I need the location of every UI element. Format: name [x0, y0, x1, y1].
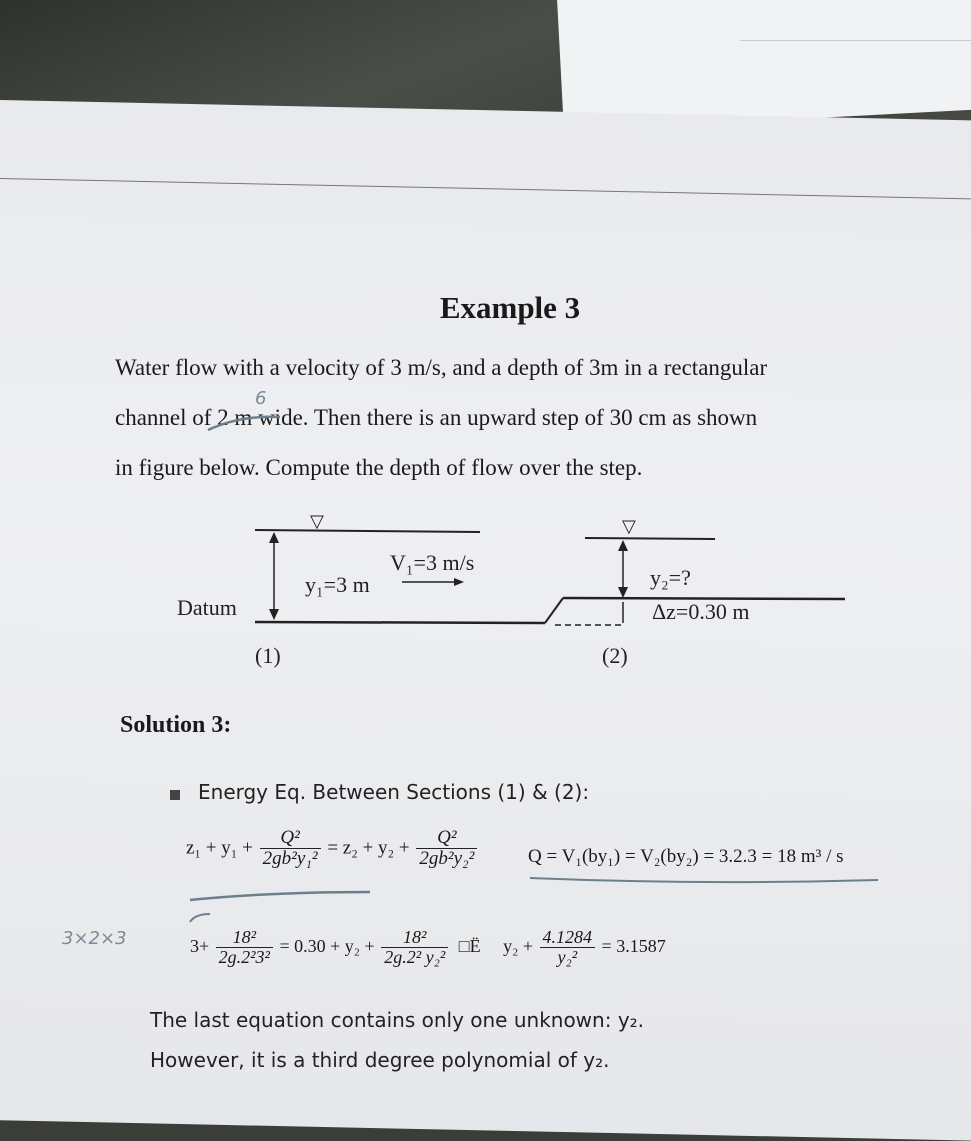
- note-line-1: The last equation contains only one unknown: y₂.: [150, 1008, 645, 1032]
- water-surface-symbol-1: ▽: [310, 511, 324, 532]
- discharge-equation: Q = V₁(by₁) = V₂(by₂) = 3.2.3 = 18 m³ / s: [528, 846, 844, 867]
- depth-label-1: y₁=3 m: [305, 572, 370, 597]
- depth-arrow-1-tail: [269, 609, 279, 620]
- channel-step-diagram: [170, 505, 860, 680]
- eq2-denominator-3: y₂²: [557, 946, 578, 967]
- velocity-label-1: V₁=3 m/s: [390, 550, 475, 575]
- depth-arrow-2-head: [618, 540, 628, 551]
- eq2-right-left: y₂ +: [503, 935, 534, 956]
- section-1-label: (1): [255, 643, 281, 668]
- eq1-denominator-1: 2gb²y₁²: [262, 847, 318, 869]
- step-height-label: Δz=0.30 m: [652, 599, 750, 624]
- note-line-2: However, it is a third degree polynomial of y₂.: [150, 1048, 610, 1072]
- problem-line-1: Water flow with a velocity of 3 m/s, and a depth of 3m in a rectangular: [115, 355, 768, 380]
- water-surface-symbol-2: ▽: [622, 516, 636, 537]
- eq2-numerator-3: 4.1284: [540, 928, 596, 948]
- water-surface-2: [585, 538, 715, 539]
- eq2-left: 3+: [190, 935, 210, 956]
- velocity-arrow-head: [454, 578, 464, 586]
- handwritten-underline: [200, 385, 290, 440]
- datum-label: Datum: [177, 595, 237, 620]
- depth-arrow-2-tail: [618, 587, 628, 598]
- solution-title: Solution 3:: [120, 712, 232, 738]
- channel-bed-1: [255, 622, 545, 623]
- eq2-mid: = 0.30 + y₂ +: [279, 935, 375, 956]
- handwritten-mark-6: 6: [255, 388, 267, 409]
- example-title: Example 3: [439, 290, 581, 325]
- section-2-label: (2): [602, 643, 628, 668]
- water-surface-1: [255, 530, 480, 532]
- eq2-numerator-2: 18²: [381, 928, 448, 948]
- eq2-denominator-1: 2g.2²3²: [218, 946, 270, 967]
- eq2-fraction-3: [540, 928, 596, 968]
- eq2-arrow-glyph: □Ë: [458, 935, 481, 956]
- substituted-equation: [190, 928, 666, 968]
- eq1-numerator-1: Q²: [260, 828, 321, 849]
- problem-line-2: channel of 2 m wide. Then there is an upward step of 30 cm as shown: [115, 405, 758, 430]
- step-riser: [545, 598, 563, 623]
- eq1-fraction-1: [260, 828, 321, 870]
- eq1-left: z₁ + y₁ +: [186, 837, 253, 859]
- handwritten-underlines: [180, 870, 900, 930]
- eq1-denominator-2: 2gb²y₂²: [419, 847, 475, 869]
- eq1-mid: = z₂ + y₂ +: [327, 837, 410, 859]
- eq2-fraction-1: [216, 928, 273, 968]
- energy-equation: [186, 828, 479, 870]
- handwritten-margin-note: 3×2×3: [62, 928, 127, 949]
- eq2-result: = 3.1587: [601, 935, 666, 956]
- problem-line-3: in figure below. Compute the depth of flow over the step.: [115, 455, 643, 480]
- eq2-fraction-2: [381, 928, 448, 968]
- depth-arrow-1-head: [269, 532, 279, 543]
- eq1-fraction-2: [416, 828, 477, 870]
- eq2-denominator-2: 2g.2² y₂²: [384, 946, 446, 967]
- bullet-icon: [170, 790, 180, 800]
- depth-label-2: y₂=?: [650, 565, 691, 590]
- eq1-numerator-2: Q²: [416, 828, 477, 849]
- eq2-numerator-1: 18²: [216, 928, 273, 948]
- energy-heading: Energy Eq. Between Sections (1) & (2):: [198, 780, 590, 804]
